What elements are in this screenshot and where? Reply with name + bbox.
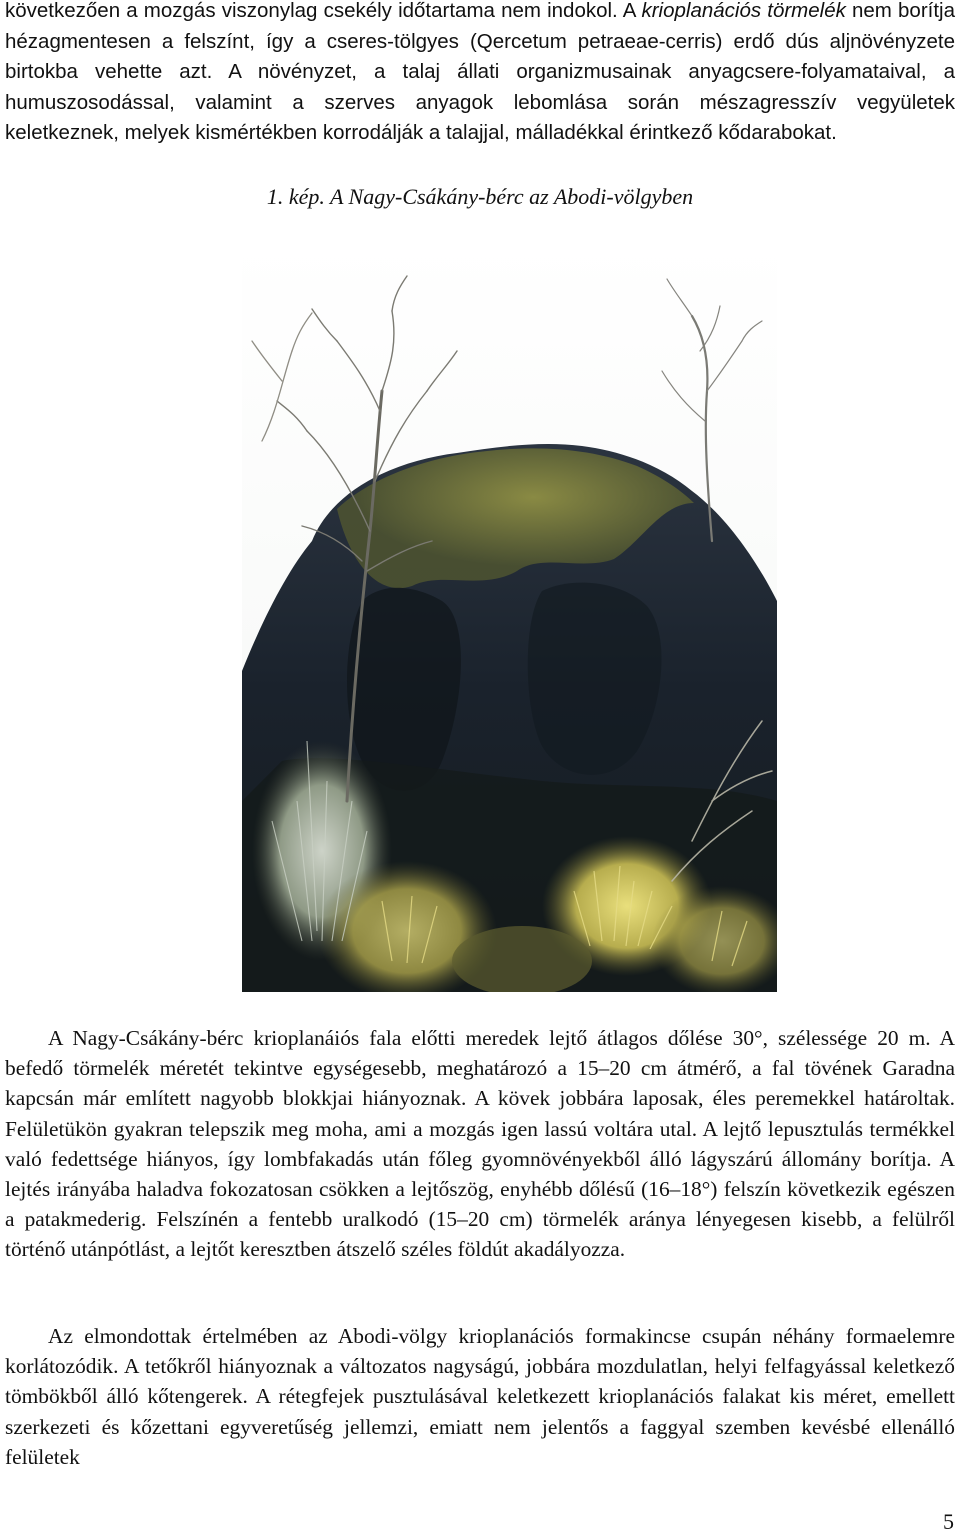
- page-number: 5: [943, 1509, 954, 1534]
- top-paragraph-text-2: nem borítja hézagmentesen a felszínt, így a cseres-tölgyes (Qercetum petraeae-cerris) erdő dús aljnövényzete birtokba vehette azt. A növényzet, a talaj állati organizmusainak anyagcsere-folyamataival, a humuszosodással, valamint a szerves anyagok lebomlása során mészagresszív vegyületek keletkeznek, melyek kismértékben korrodálják a talajjal, málladékkal érintkező kődarabokat.: [5, 0, 956, 144]
- body-paragraph-2: Az elmondottak értelmében az Abodi-völgy krioplanációs formakincse csupán néhány formaelemre korlátozódik. A tetőkről hiányoznak a változatos nagyságú, jobbára mozdulatlan, helyi felfagyással keletkező tömbökből álló kőtengerek. A rétegfejek pusztulásával keletkezett krioplanációs falakat kis méret, emellett szerkezeti és kőzettani egyveretűség jellemzi, emiatt nem jelentős a faggyal szemben kevésbé ellenálló felületek: [5, 1324, 955, 1469]
- top-paragraph-italic-term: krioplanációs törmelék: [641, 0, 846, 22]
- cliff-photo: [242, 241, 777, 992]
- body-paragraph-1: A Nagy-Csákány-bérc krioplanáiós fala előtti meredek lejtő átlagos dőlése 30°, szélessége 20 m. A befedő törmelék méretét tekintve egységesebb, meghatározó a 15–20 cm átmérő, a fal tövének Garadna kapcsán már említett nagyobb blokkjai hiányoznak. A kövek jobbára laposak, éles peremekkel határoltak. Felületükön gyakran telepszik meg moha, ami a mozgás igen lassú voltára utal. A lejtő lepusztulás termékkel való fedettsége hiányos, így lombfakadás után főleg gyomnövényekből álló lágyszárú állomány borítja. A lejtés irányába haladva fokozatosan csökken a lejtőszög, enyhébb dőlésű (16–18°) felszín következik egészen a patakmederig. Felszínén a fentebb uralkodó (15–20 cm) törmelék aránya lényegesen kisebb, a felülről történő utánpótlást, a lejtőt keresztben átszelő széles földút akadályozza.: [5, 1026, 955, 1262]
- top-paragraph-text-1: következően a mozgás viszonylag csekély időtartama nem indokol. A: [5, 0, 642, 22]
- figure-caption: 1. kép. A Nagy-Csákány-bérc az Abodi-völgyben: [266, 184, 694, 209]
- top-paragraph: [5, 0, 955, 149]
- cliff-photo-illustration: [242, 241, 777, 992]
